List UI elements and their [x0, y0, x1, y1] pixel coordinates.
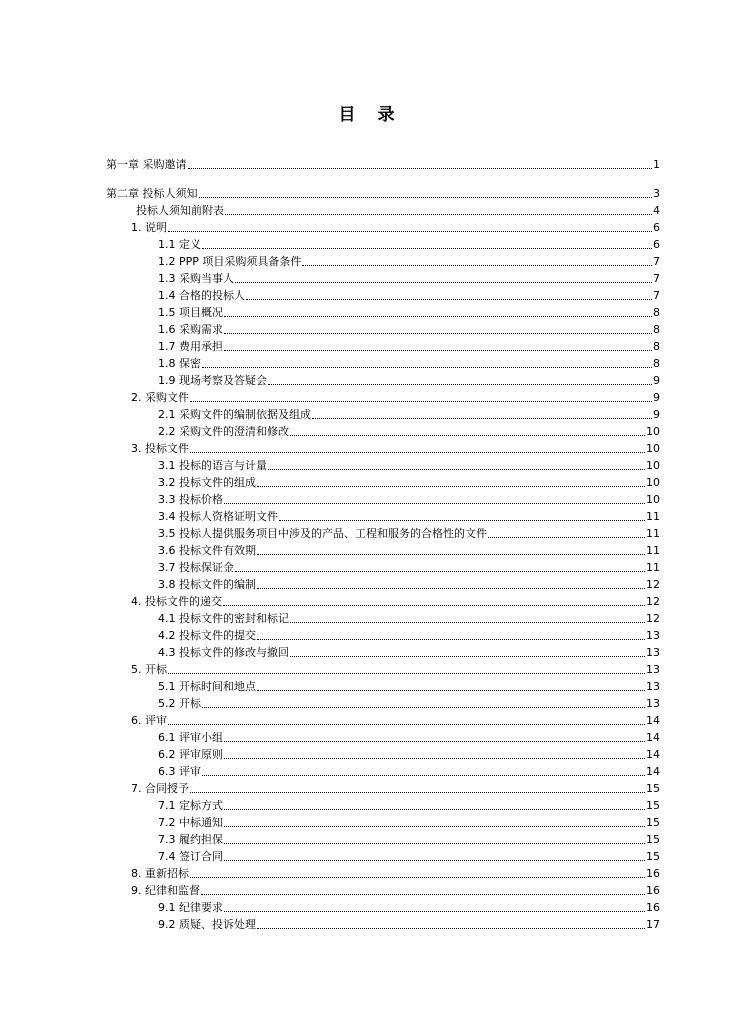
toc-entry-label: 7.4 签订合同 — [158, 850, 223, 863]
toc-entry[interactable] — [106, 200, 660, 217]
dot-leader — [168, 723, 645, 725]
toc-entry-page-number: 13 — [646, 663, 660, 676]
toc-entry-label: 5.1 开标时间和地点 — [158, 680, 256, 693]
toc-title: 目 录 — [338, 105, 403, 125]
toc-entry-label: 1.2 PPP 项目采购须具备条件 — [158, 255, 302, 268]
toc-entry-page-number: 7 — [653, 272, 660, 285]
toc-entry[interactable] — [106, 761, 660, 778]
toc-entry[interactable] — [106, 319, 660, 336]
toc-entry-label: 5. 开标 — [131, 663, 167, 676]
toc-entry-label: 3.5 投标人提供服务项目中涉及的产品、工程和服务的合格性的文件 — [158, 527, 487, 540]
toc-entry[interactable] — [106, 404, 660, 421]
toc-entry-label: 3.8 投标文件的编制 — [158, 578, 256, 591]
dot-leader — [257, 553, 645, 555]
toc-entry[interactable] — [106, 693, 660, 710]
toc-entry-page-number: 15 — [646, 782, 660, 795]
toc-entry-page-number: 11 — [646, 510, 660, 523]
toc-entry-page-number: 10 — [646, 493, 660, 506]
toc-entry-label: 1.3 采购当事人 — [158, 272, 234, 285]
toc-entry[interactable] — [106, 370, 660, 387]
toc-entry-label: 3.3 投标价格 — [158, 493, 223, 506]
toc-entry-page-number: 3 — [653, 187, 660, 200]
toc-entry-label: 7.1 定标方式 — [158, 799, 223, 812]
dot-leader — [290, 434, 645, 436]
toc-entry[interactable] — [106, 846, 660, 863]
dot-leader — [235, 281, 652, 283]
dot-leader — [190, 400, 652, 402]
toc-entry[interactable] — [106, 727, 660, 744]
toc-entry-label: 1.8 保密 — [158, 357, 201, 370]
dot-leader — [202, 706, 645, 708]
toc-entry-label: 3.4 投标人资格证明文件 — [158, 510, 278, 523]
toc-entry[interactable] — [106, 829, 660, 846]
toc-entry[interactable] — [106, 914, 660, 931]
toc-spacer — [106, 171, 660, 183]
toc-entry[interactable] — [106, 217, 660, 234]
toc-entry-page-number: 16 — [646, 884, 660, 897]
dot-leader — [225, 213, 652, 215]
dot-leader — [224, 502, 645, 504]
toc-entry[interactable] — [106, 302, 660, 319]
toc-entry-label: 2. 采购文件 — [131, 391, 189, 404]
toc-entry[interactable] — [106, 154, 660, 171]
dot-leader — [190, 876, 645, 878]
toc-entry-label: 6. 评审 — [131, 714, 167, 727]
toc-entry-label: 3.6 投标文件有效期 — [158, 544, 256, 557]
toc-entry-page-number: 8 — [653, 340, 660, 353]
toc-entry-label: 1.4 合格的投标人 — [158, 289, 245, 302]
toc-entry[interactable] — [106, 353, 660, 370]
toc-entry-page-number: 12 — [646, 612, 660, 625]
toc-entry-label: 4.1 投标文件的密封和标记 — [158, 612, 289, 625]
dot-leader — [224, 349, 652, 351]
toc-entry-page-number: 11 — [646, 561, 660, 574]
dot-leader — [257, 485, 645, 487]
toc-entry-label: 7.2 中标通知 — [158, 816, 223, 829]
toc-entry-page-number: 6 — [653, 238, 660, 251]
table-of-contents — [106, 154, 660, 931]
toc-entry[interactable] — [106, 268, 660, 285]
toc-entry[interactable] — [106, 234, 660, 251]
toc-entry-label: 9.2 质疑、投诉处理 — [158, 918, 256, 931]
toc-entry-page-number: 8 — [653, 323, 660, 336]
toc-entry-page-number: 9 — [653, 374, 660, 387]
toc-entry[interactable] — [106, 455, 660, 472]
toc-entry-label: 8. 重新招标 — [131, 867, 189, 880]
toc-entry[interactable] — [106, 676, 660, 693]
dot-leader — [168, 672, 645, 674]
toc-entry[interactable] — [106, 489, 660, 506]
dot-leader — [224, 757, 645, 759]
toc-entry[interactable] — [106, 472, 660, 489]
toc-entry-page-number: 11 — [646, 544, 660, 557]
toc-entry-page-number: 16 — [646, 901, 660, 914]
toc-entry[interactable] — [106, 608, 660, 625]
toc-entry-page-number: 14 — [646, 748, 660, 761]
toc-entry-page-number: 8 — [653, 306, 660, 319]
toc-entry-page-number: 17 — [646, 918, 660, 931]
toc-entry-page-number: 1 — [653, 158, 660, 171]
toc-entry-page-number: 15 — [646, 833, 660, 846]
toc-entry-page-number: 13 — [646, 629, 660, 642]
toc-entry[interactable] — [106, 812, 660, 829]
toc-entry-page-number: 7 — [653, 289, 660, 302]
toc-entry[interactable] — [106, 710, 660, 727]
toc-entry[interactable] — [106, 285, 660, 302]
toc-entry[interactable] — [106, 591, 660, 608]
dot-leader — [488, 536, 645, 538]
toc-entry[interactable] — [106, 897, 660, 914]
dot-leader — [201, 893, 645, 895]
toc-entry-label: 9.1 纪律要求 — [158, 901, 223, 914]
toc-entry[interactable] — [106, 880, 660, 897]
toc-entry-page-number: 14 — [646, 731, 660, 744]
dot-leader — [302, 264, 652, 266]
toc-entry-label: 6.1 评审小组 — [158, 731, 223, 744]
toc-entry-label: 第二章 投标人须知 — [106, 187, 198, 200]
dot-leader — [202, 247, 652, 249]
toc-entry[interactable] — [106, 778, 660, 795]
dot-leader — [223, 604, 645, 606]
dot-leader — [279, 519, 645, 521]
toc-entry-page-number: 9 — [653, 391, 660, 404]
toc-entry-page-number: 13 — [646, 680, 660, 693]
toc-entry[interactable] — [106, 540, 660, 557]
toc-entry-page-number: 8 — [653, 357, 660, 370]
toc-entry[interactable] — [106, 421, 660, 438]
toc-entry[interactable] — [106, 387, 660, 404]
toc-entry[interactable] — [106, 506, 660, 523]
dot-leader — [224, 859, 645, 861]
toc-entry-page-number: 16 — [646, 867, 660, 880]
toc-entry-page-number: 6 — [653, 221, 660, 234]
toc-entry-page-number: 7 — [653, 255, 660, 268]
dot-leader — [257, 587, 645, 589]
dot-leader — [224, 315, 652, 317]
dot-leader — [188, 167, 653, 169]
toc-entry-label: 7. 合同授予 — [131, 782, 189, 795]
dot-leader — [190, 791, 645, 793]
toc-entry-label: 3.1 投标的语言与计量 — [158, 459, 267, 472]
toc-entry[interactable] — [106, 863, 660, 880]
toc-entry[interactable] — [106, 523, 660, 540]
toc-entry-label: 第一章 采购邀请 — [106, 158, 187, 171]
toc-entry-page-number: 15 — [646, 850, 660, 863]
toc-entry-page-number: 15 — [646, 816, 660, 829]
toc-entry-page-number: 15 — [646, 799, 660, 812]
toc-entry[interactable] — [106, 795, 660, 812]
dot-leader — [268, 383, 652, 385]
toc-entry-page-number: 11 — [646, 527, 660, 540]
toc-entry-page-number: 13 — [646, 697, 660, 710]
toc-entry-page-number: 10 — [646, 476, 660, 489]
toc-entry-label: 2.1 采购文件的编制依据及组成 — [158, 408, 311, 421]
toc-entry[interactable] — [106, 625, 660, 642]
toc-entry[interactable] — [106, 744, 660, 761]
toc-entry[interactable] — [106, 642, 660, 659]
dot-leader — [257, 638, 645, 640]
toc-entry-page-number: 9 — [653, 408, 660, 421]
toc-entry-label: 1. 说明 — [131, 221, 167, 234]
dot-leader — [190, 451, 645, 453]
toc-entry-label: 4.3 投标文件的修改与撤回 — [158, 646, 289, 659]
dot-leader — [290, 621, 645, 623]
toc-entry-label: 1.9 现场考察及答疑会 — [158, 374, 267, 387]
toc-entry-label: 4. 投标文件的递交 — [131, 595, 222, 608]
toc-entry-label: 1.1 定义 — [158, 238, 201, 251]
toc-entry[interactable] — [106, 659, 660, 676]
dot-leader — [312, 417, 652, 419]
dot-leader — [257, 927, 645, 929]
toc-entry[interactable] — [106, 557, 660, 574]
toc-entry-label: 9. 纪律和监督 — [131, 884, 200, 897]
dot-leader — [290, 655, 645, 657]
toc-entry-label: 7.3 履约担保 — [158, 833, 223, 846]
dot-leader — [257, 689, 645, 691]
dot-leader — [224, 842, 645, 844]
toc-entry-label: 1.7 费用承担 — [158, 340, 223, 353]
toc-entry-label: 1.5 项目概况 — [158, 306, 223, 319]
toc-entry-label: 3.2 投标文件的组成 — [158, 476, 256, 489]
toc-entry-label: 2.2 采购文件的澄清和修改 — [158, 425, 289, 438]
toc-entry-label: 投标人须知前附表 — [136, 204, 224, 217]
dot-leader — [202, 366, 652, 368]
dot-leader — [199, 196, 653, 198]
toc-entry[interactable] — [106, 251, 660, 268]
toc-entry-page-number: 12 — [646, 578, 660, 591]
toc-entry[interactable] — [106, 183, 660, 200]
toc-entry-page-number: 12 — [646, 595, 660, 608]
toc-entry-label: 3.7 投标保证金 — [158, 561, 234, 574]
toc-entry-page-number: 14 — [646, 714, 660, 727]
toc-entry-label: 4.2 投标文件的提交 — [158, 629, 256, 642]
toc-entry-label: 1.6 采购需求 — [158, 323, 223, 336]
toc-entry-label: 3. 投标文件 — [131, 442, 189, 455]
dot-leader — [168, 230, 652, 232]
toc-entry-page-number: 10 — [646, 425, 660, 438]
dot-leader — [235, 570, 645, 572]
dot-leader — [224, 910, 645, 912]
toc-entry-page-number: 4 — [653, 204, 660, 217]
toc-entry-page-number: 13 — [646, 646, 660, 659]
dot-leader — [202, 774, 645, 776]
toc-entry[interactable] — [106, 574, 660, 591]
dot-leader — [224, 825, 645, 827]
toc-entry-label: 6.3 评审 — [158, 765, 201, 778]
toc-entry[interactable] — [106, 336, 660, 353]
toc-entry-label: 6.2 评审原则 — [158, 748, 223, 761]
toc-entry-page-number: 14 — [646, 765, 660, 778]
toc-entry-page-number: 10 — [646, 459, 660, 472]
toc-entry-page-number: 10 — [646, 442, 660, 455]
dot-leader — [268, 468, 645, 470]
dot-leader — [224, 808, 645, 810]
dot-leader — [246, 298, 652, 300]
dot-leader — [224, 332, 652, 334]
toc-entry-label: 5.2 开标 — [158, 697, 201, 710]
toc-entry[interactable] — [106, 438, 660, 455]
dot-leader — [224, 740, 645, 742]
